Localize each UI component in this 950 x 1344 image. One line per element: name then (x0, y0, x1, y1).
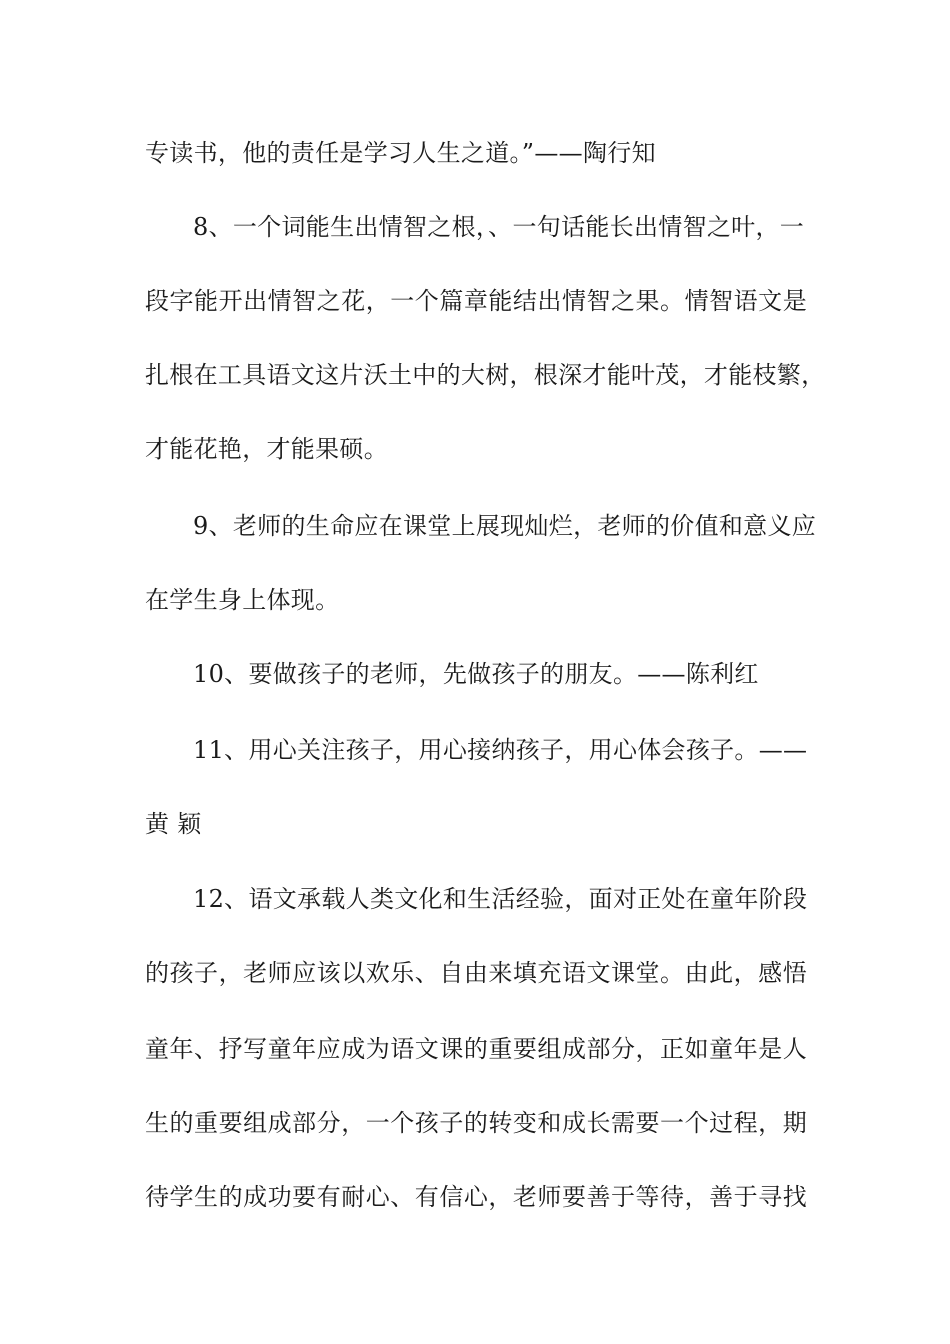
text-line-12: 的孩子，老师应该以欢乐、自由来填充语文课堂。由此，感悟 (145, 959, 807, 987)
text-line-5: 才能花艳，才能果硕。 (145, 435, 388, 463)
text-line-1: 专读书，他的责任是学习人生之道。”——陶行知 (145, 139, 656, 167)
text-line-2: 8、一个词能生出情智之根，、一句话能长出情智之叶，一 (193, 213, 805, 241)
text-line-14: 生的重要组成部分，一个孩子的转变和成长需要一个过程，期 (145, 1109, 807, 1137)
text-line-8: 10、要做孩子的老师，先做孩子的朋友。——陈利红 (193, 660, 759, 688)
text-line-3: 段字能开出情智之花，一个篇章能结出情智之果。情智语文是 (145, 287, 807, 315)
text-line-13: 童年、抒写童年应成为语文课的重要组成部分，正如童年是人 (145, 1035, 807, 1063)
text-line-15: 待学生的成功要有耐心、有信心，老师要善于等待，善于寻找 (145, 1183, 807, 1211)
text-line-11: 12、语文承载人类文化和生活经验，面对正处在童年阶段 (193, 885, 808, 913)
text-line-7: 在学生身上体现。 (145, 586, 340, 614)
text-line-9: 11、用心关注孩子，用心接纳孩子，用心体会孩子。—— (193, 736, 808, 764)
text-line-4: 扎根在工具语文这片沃土中的大树，根深才能叶茂，才能枝繁， (145, 361, 826, 389)
text-line-10: 黄 颖 (145, 810, 202, 838)
text-line-6: 9、老师的生命应在课堂上展现灿烂，老师的价值和意义应 (193, 512, 817, 540)
